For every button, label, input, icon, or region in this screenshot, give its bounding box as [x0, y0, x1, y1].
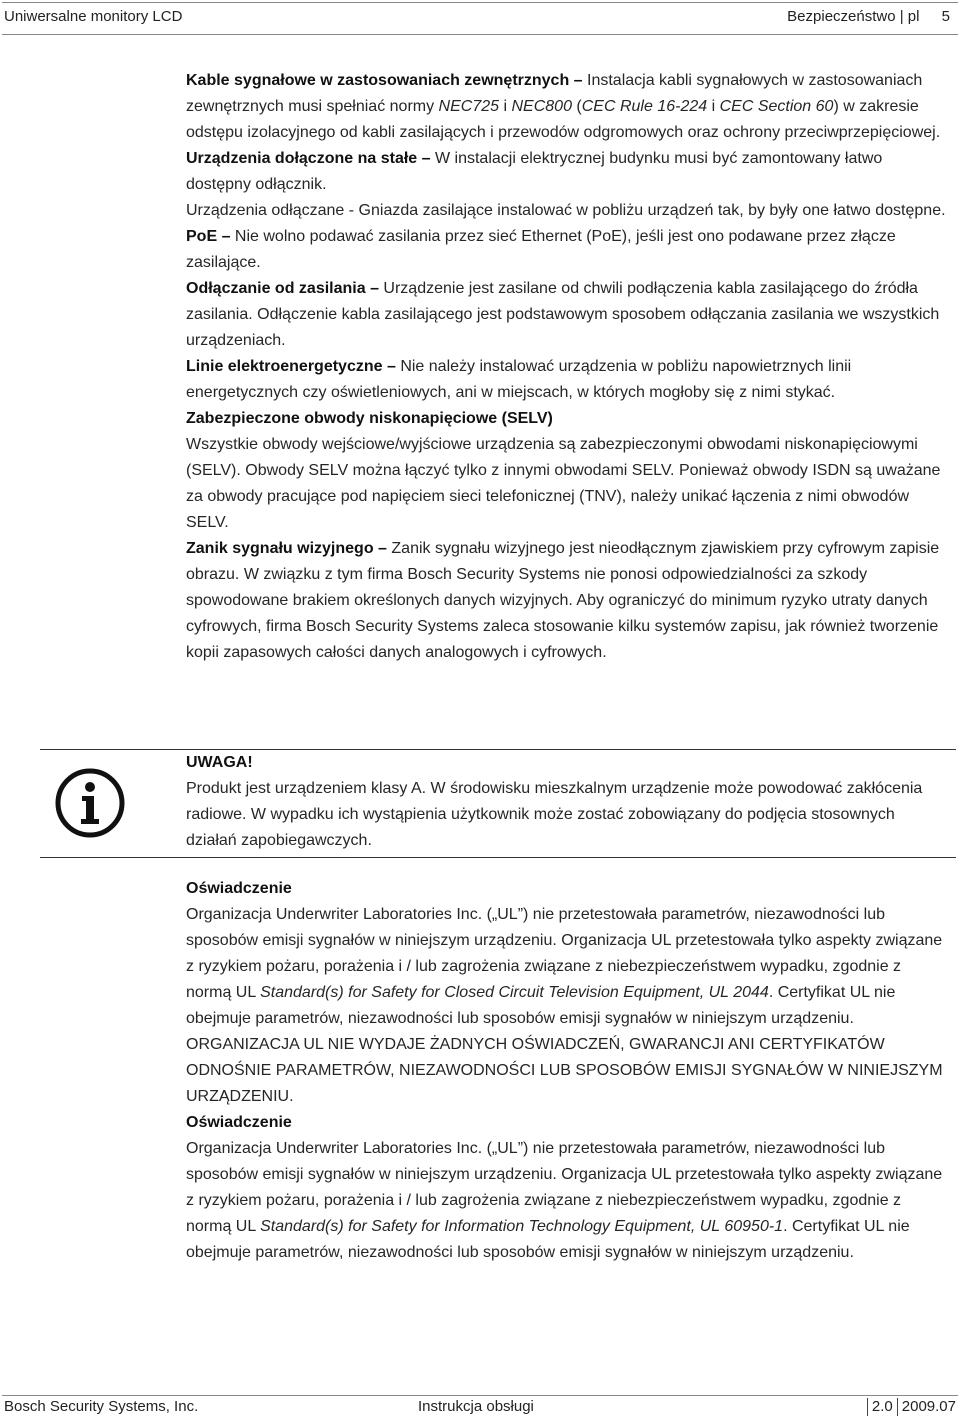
paragraph-selv-title [186, 406, 946, 432]
paragraph-disconnect [186, 276, 946, 354]
paragraph-text: i [707, 98, 720, 115]
page-number: 5 [941, 8, 950, 25]
paragraph-text: W instalacji elektrycznej budynku musi być zamontowany łatwo dostępny odłącznik. [186, 150, 883, 193]
statement-text: Organizacja Underwriter Laboratories Inc. („UL”) nie przetestowała parametrów, niezawodności lub sposobów emisji sygnałów w niniejszym urządzeniu. Organizacja UL przetestowała tylko aspekty związane z ryzykiem pożaru, porażenia i / lub zagrożenia związane z niebezpieczeństwem wypadku, zgodnie z normą UL [186, 1140, 943, 1235]
statement-text: . Certyfikat UL nie obejmuje parametrów, niezawodności lub sposobów emisji sygnałów w niniejszym urządzeniu. [186, 984, 896, 1027]
paragraph-text: Urządzenie jest zasilane od chwili podłączenia kabla zasilającego do źródła zasilania. Odłączenie kabla zasilającego jest podstawowym sposobem odłączania zasilania we wszystkich urządzeniach. [186, 280, 940, 349]
separator [867, 1398, 868, 1416]
version-number: 2.0 [871, 1398, 893, 1415]
standard-ref: CEC Section 60 [719, 98, 834, 115]
notice-title: UWAGA! [186, 754, 253, 771]
info-icon [54, 767, 126, 839]
paragraph-text: Zanik sygnału wizyjnego jest nieodłącznym zjawiskiem przy cyfrowym zapisie obrazu. W związku z tym firma Bosch Security Systems nie ponosi odpowiedzialności za szkody spowodowane brakiem określonych danych wizyjnych. Aby ograniczyć do minimum ryzyko utraty danych cyfrowych, firma Bosch Security Systems zaleca stosowanie kilku systemów zapisu, jak również tworzenie kopii zapasowych całości danych analogowych i cyfrowych. [186, 540, 940, 661]
notice-text: Produkt jest urządzeniem klasy A. W środowisku mieszkalnym urządzenie może powodować zakłócenia radiowe. W wypadku ich wystąpienia użytkownik może zostać zobowiązany do podjęcia stosownych działań zapobiegawczych. [186, 780, 923, 849]
notice-box [186, 750, 946, 854]
footer-company: Bosch Security Systems, Inc. [4, 1398, 199, 1415]
dash: – [417, 150, 435, 167]
statement-heading: Oświadczenie [186, 1114, 292, 1131]
statement-title [186, 876, 946, 902]
paragraph-title: Zabezpieczone obwody niskonapięciowe (SELV) [186, 410, 553, 427]
paragraph-text: ( [571, 98, 582, 115]
paragraph-permanent-devices [186, 146, 946, 198]
statement-heading: Oświadczenie [186, 880, 292, 897]
dash: – [382, 358, 401, 375]
paragraph-title: Linie elektroenergetyczne [186, 358, 383, 375]
paragraph-title: Urządzenia dołączone na stałe [186, 150, 418, 167]
standard-ref: NEC800 [511, 98, 572, 115]
header-divider [2, 34, 958, 35]
paragraph-title: Kable sygnałowe w zastosowaniach zewnętrznych [186, 72, 570, 89]
safety-section [186, 68, 946, 666]
standard-ref: NEC725 [438, 98, 500, 115]
paragraph-video-loss [186, 536, 946, 666]
statement-body [186, 902, 946, 1032]
footer-document: Instrukcja obsługi [418, 1398, 534, 1415]
page-header [4, 2, 950, 32]
statements-section [186, 876, 946, 1266]
paragraph-text: Instalacja kabli sygnałowych w zastosowaniach zewnętrznych musi spełniać normy [186, 72, 923, 115]
notice-bottom-rule [40, 857, 956, 858]
paragraph-text: ) w zakresie odstępu izolacyjnego od kabli zasilających i przewodów odgromowych oraz ochrony przeciwprzepięciowej. [186, 98, 941, 141]
paragraph-text: Urządzenia odłączane - Gniazda zasilające instalować w pobliżu urządzeń tak, by były one łatwo dostępne. [186, 202, 946, 219]
statement-body [186, 1136, 946, 1266]
paragraph-poe [186, 224, 946, 276]
paragraph-text: Nie należy instalować urządzenia w pobliżu napowietrznych linii energetycznych czy oświetleniowych, ani w miejscach, w których mogłoby się z nimi stykać. [186, 358, 852, 401]
standard-ref: CEC Rule 16-224 [581, 98, 708, 115]
footer-version-info [863, 1396, 956, 1418]
paragraph-text: i [499, 98, 512, 115]
dash: – [217, 228, 235, 245]
page-footer [4, 1396, 956, 1418]
standard-ref: Standard(s) for Safety for Closed Circuit Television Equipment, UL 2044 [260, 984, 769, 1001]
standard-ref: Standard(s) for Safety for Information Technology Equipment, UL 60950-1 [260, 1218, 784, 1235]
paragraph-text: Nie wolno podawać zasilania przez sieć Ethernet (PoE), jeśli jest ono podawane przez złącze zasilające. [186, 228, 896, 271]
paragraph-selv [186, 432, 946, 536]
statement-caps: ORGANIZACJA UL NIE WYDAJE ŻADNYCH OŚWIADCZEŃ, GWARANCJI ANI CERTYFIKATÓW ODNOŚNIE PARAMETRÓW, NIEZAWODNOŚCI LUB SPOSOBÓW EMISJI SYGNAŁÓW W NINIEJSZYM URZĄDZENIU. [186, 1036, 943, 1105]
statement-text: . Certyfikat UL nie obejmuje parametrów, niezawodności lub sposobów emisji sygnałów w niniejszym urządzeniu. [186, 1218, 910, 1261]
separator [897, 1398, 898, 1416]
paragraph-title: Zanik sygnału wizyjnego [186, 540, 374, 557]
paragraph-signal-cables [186, 68, 946, 146]
statement-title [186, 1110, 946, 1136]
dash: – [373, 540, 392, 557]
paragraph-title: Odłączanie od zasilania [186, 280, 366, 297]
release-date: 2009.07 [901, 1398, 956, 1415]
dash: – [569, 72, 588, 89]
paragraph-power-lines [186, 354, 946, 406]
statement-text: Organizacja Underwriter Laboratories Inc. („UL”) nie przetestowała parametrów, niezawodności lub sposobów emisji sygnałów w niniejszym urządzeniu. Organizacja UL przetestowała tylko aspekty związane z ryzykiem pożaru, porażenia i / lub zagrożenia związane z niebezpieczeństwem wypadku, zgodnie z normą UL [186, 906, 943, 1001]
header-section-info [781, 2, 950, 32]
paragraph-title: PoE [186, 228, 218, 245]
document-title: Uniwersalne monitory LCD [4, 8, 183, 25]
dash: – [365, 280, 384, 297]
paragraph-text: Wszystkie obwody wejściowe/wyjściowe urządzenia są zabezpieczonymi obwodami niskonapięciowymi (SELV). Obwody SELV można łączyć tylko z innymi obwodami SELV. Ponieważ obwody ISDN są uważane za obwody pracujące pod napięciem sieci telefonicznej (TNV), należy unikać łączenia z nimi obwodów SELV. [186, 436, 941, 531]
section-label: Bezpieczeństwo | pl [787, 8, 920, 25]
paragraph-pluggable-devices [186, 198, 946, 224]
